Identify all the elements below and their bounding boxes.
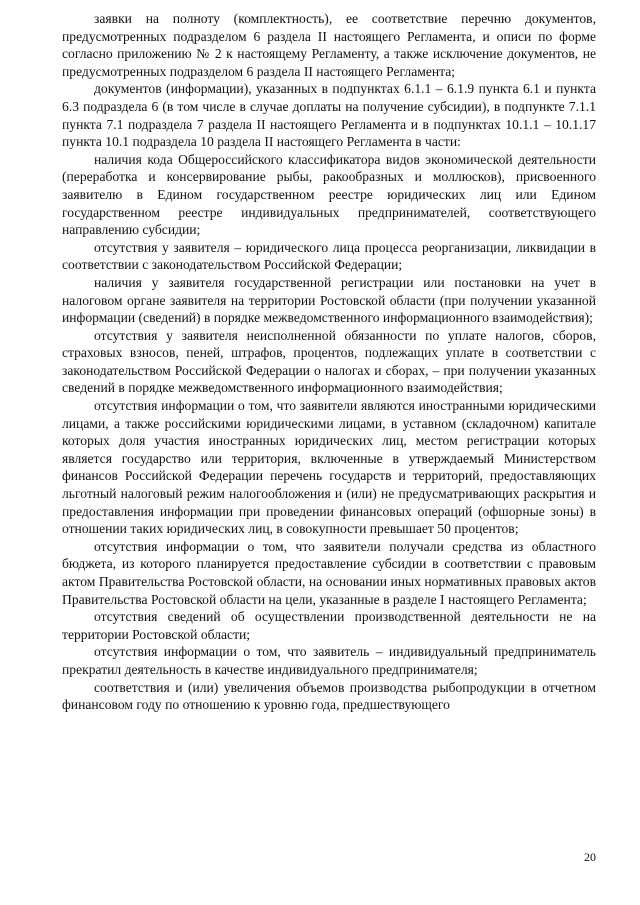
paragraph-documents-info: документов (информации), указанных в подпунктах 6.1.1 – 6.1.9 пункта 6.1 и пункта 6.3 подраздела 6 (в том числе в случае доплаты на получение субсидии), в подпункте 7.1.1 пункта 7.1 подраздела 7 раздела II настоящего Регламента и в подпунктах 10.1.1 – 10.1.17 пункта 10.1 подраздела 10 раздела II настоящего Регламента в части:	[62, 81, 596, 150]
paragraph-entrepreneur-status: отсутствия информации о том, что заявитель – индивидуальный предприниматель прекратил деятельность в качестве индивидуального предпринимателя;	[62, 644, 596, 677]
paragraph-activity-territory: отсутствия сведений об осуществлении производственной деятельности не на территории Ростовской области;	[62, 609, 596, 642]
paragraph-document-check: заявки на полноту (комплектность), ее соответствие перечню документов, предусмотренных подразделом 6 раздела II настоящего Регламента, и описи по форме согласно приложению № 2 к настоящему Регламенту, а также исключение документов, не предусмотренных подразделом 6 раздела II настоящего Регламента;	[62, 11, 596, 79]
paragraph-production-volume: соответствия и (или) увеличения объемов производства рыбопродукции в отчетном финансовом году по отношению к уровню года, предшествующего	[62, 679, 596, 713]
page-number: 20	[584, 850, 596, 864]
paragraph-no-regional-budget-funds: отсутствия информации о том, что заявители получали средства из областного бюджета, из которого планируется предоставление субсидии в соответствии с правовым актом Правительства Ростовской области, на основании иных нормативных правовых актов Правительства Ростовской области на цели, указанные в разделе I настоящего Регламента;	[62, 538, 596, 607]
paragraph-no-tax-debt: отсутствия у заявителя неисполненной обязанности по уплате налогов, сборов, страховых взносов, пеней, штрафов, процентов, подлежащих уплате в соответствии с законодательством Российской Федерации о налогах и сборах, – при получении указанных сведений в порядке межведомственного информационного взаимодействия;	[62, 327, 596, 396]
paragraph-okved-code: наличия кода Общероссийского классификатора видов экономической деятельности (переработка и консервирование рыбы, ракообразных и моллюсков), присвоенного заявителю в Едином государственном реестре юридических лиц или Едином государственном реестре индивидуальных предпринимателей, соответствующего направлению субсидии;	[62, 151, 596, 238]
paragraph-no-reorganization: отсутствия у заявителя – юридического лица процесса реорганизации, ликвидации в соответствии с законодательством Российской Федерации;	[62, 239, 596, 273]
paragraph-no-foreign-participation: отсутствия информации о том, что заявители являются иностранными юридическими лицами, а также российскими юридическими лицами, в уставном (складочном) капитале которых доля участия иностранных юридических лиц, местом регистрации которых является государство или территория, включенные в утверждаемый Министерством финансов Российской Федерации перечень государств и территорий, предоставляющих льготный налоговый режим налогообложения и (или) не предусматривающих раскрытия и предоставления информации при проведении финансовых операций (офшорные зоны) в отношении таких юридических лиц, в совокупности превышает 50 процентов;	[62, 398, 596, 537]
paragraph-state-registration: наличия у заявителя государственной регистрации или постановки на учет в налоговом органе заявителя на территории Ростовской области (при получении указанной информации (сведений) в порядке межведомственного информационного взаимодействия);	[62, 274, 596, 326]
